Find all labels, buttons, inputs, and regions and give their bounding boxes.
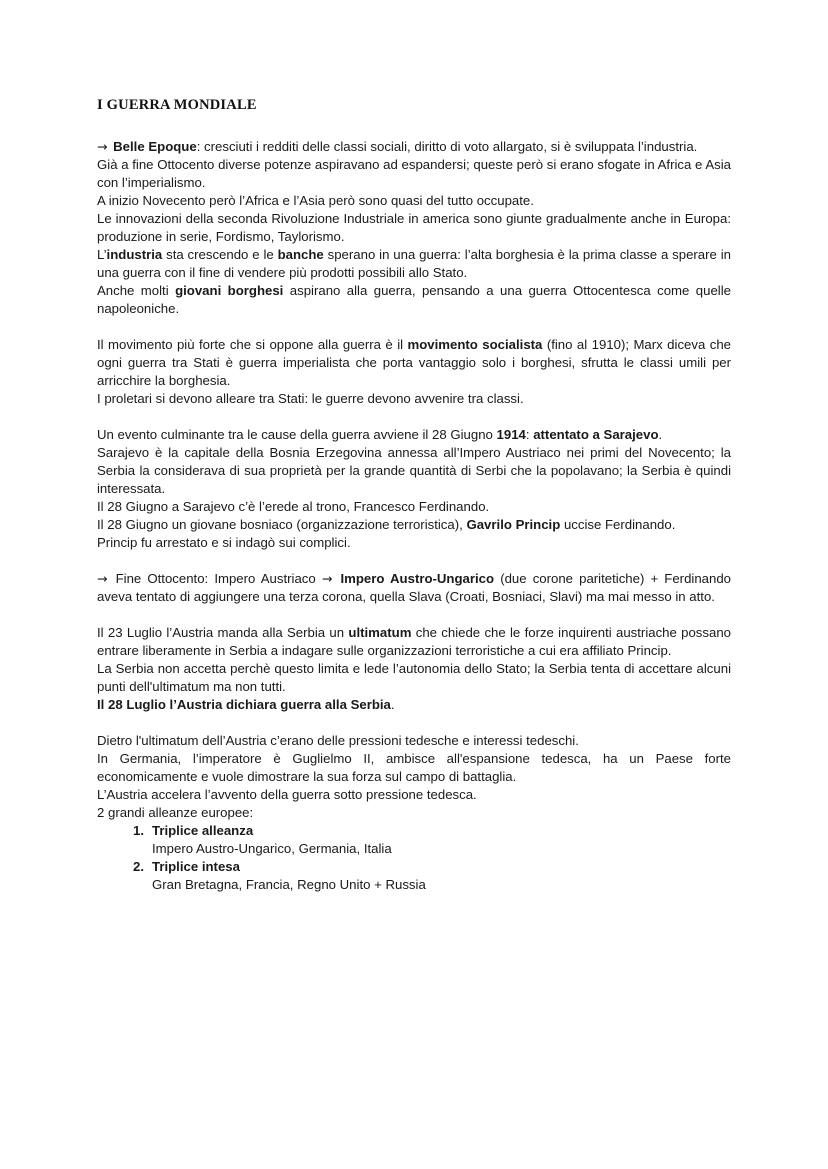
paragraph-sarajevo-line-3 xyxy=(97,498,731,516)
text-run: che chiede che le forze inquirenti austriache possano entrare liberamente in Serbia a indagare sulle organizzazioni terroristiche a cui era affiliato Princip. xyxy=(97,625,731,658)
text-run: : cresciuti i redditi delle classi sociali, diritto di voto allargato, si è sviluppata l’industria. xyxy=(196,139,698,154)
alliance-members: Impero Austro-Ungarico, Germania, Italia xyxy=(152,841,392,856)
page-title: I GUERRA MONDIALE xyxy=(97,97,257,113)
text-run: banche xyxy=(277,247,324,262)
text-run: Anche molti xyxy=(97,283,176,298)
alliance-members: Gran Bretagna, Francia, Regno Unito + Russia xyxy=(152,877,426,892)
paragraph-sarajevo-line-1 xyxy=(97,426,731,444)
text-run: L’Austria accelera l’avvento della guerra sotto pressione tedesca. xyxy=(97,787,477,802)
alliances-intro: 2 grandi alleanze europee: xyxy=(97,805,254,820)
text-run: industria xyxy=(106,247,163,262)
text-run: sta crescendo e le xyxy=(162,247,278,262)
text-run: A inizio Novecento però l’Africa e l’Asia però sono quasi del tutto occupate. xyxy=(97,193,534,208)
text-run: L’ xyxy=(97,247,107,262)
paragraph-block-movimento-socialista xyxy=(97,336,731,408)
paragraph-belle-epoque-line-4 xyxy=(97,210,731,246)
text-run: (due corone paritetiche) + Ferdinando aveva tentato di aggiungere una terza corona, quella Slava (Croati, Bosniaci, Slavi) ma mai messo in atto. xyxy=(97,571,732,604)
right-arrow-icon: → xyxy=(97,571,108,586)
paragraph-belle-epoque-line-6 xyxy=(97,282,731,318)
paragraph-sarajevo-line-4 xyxy=(97,516,731,534)
text-run: uccise Ferdinando. xyxy=(560,517,676,532)
paragraph-belle-epoque-line-3 xyxy=(97,192,731,210)
right-arrow-icon: → xyxy=(97,139,108,154)
list-item xyxy=(97,858,731,894)
list-item xyxy=(97,822,731,858)
alliances-list xyxy=(97,822,731,894)
paragraph-movimento-socialista-line-1 xyxy=(97,336,731,390)
text-run: Dietro l'ultimatum dell’Austria c’erano delle pressioni tedesche e interessi tedeschi. xyxy=(97,733,579,748)
text-run: Belle Epoque xyxy=(113,139,197,154)
paragraph-belle-epoque-line-2 xyxy=(97,156,731,192)
right-arrow-icon: → xyxy=(321,571,333,586)
text-run: Il 28 Luglio l’Austria dichiara guerra alla Serbia xyxy=(97,697,391,712)
text-run: . xyxy=(390,697,395,712)
text-run: attentato a Sarajevo xyxy=(533,427,659,442)
text-run: Il 28 Giugno a Sarajevo c’è l’erede al trono, Francesco Ferdinando. xyxy=(97,499,490,514)
paragraph-ultimatum-line-1 xyxy=(97,624,731,660)
paragraph-block-austro-ungarico xyxy=(97,570,731,606)
alliance-title: Triplice intesa xyxy=(152,859,240,874)
text-run: Fine Ottocento: Impero Austriaco xyxy=(109,571,322,586)
text-run: Il 23 Luglio l’Austria manda alla Serbia un xyxy=(97,625,349,640)
paragraph-block-sarajevo xyxy=(97,426,731,552)
text-run: I proletari si devono alleare tra Stati: le guerre devono avvenire tra classi. xyxy=(97,391,524,406)
paragraph-movimento-socialista-line-2 xyxy=(97,390,731,408)
paragraph-ultimatum-line-3 xyxy=(97,696,731,714)
paragraph-germania-line-2 xyxy=(97,750,731,786)
text-run: aspirano alla guerra, pensando a una guerra Ottocentesca come quelle napoleoniche. xyxy=(97,283,731,316)
text-run: Impero Austro-Ungarico xyxy=(340,571,495,586)
paragraph-block-belle-epoque xyxy=(97,138,731,318)
text-run: . xyxy=(658,427,663,442)
paragraph-belle-epoque-line-1 xyxy=(97,138,731,156)
text-run: Gavrilo Princip xyxy=(466,517,561,532)
document-body xyxy=(97,138,731,804)
paragraph-germania-line-3 xyxy=(97,786,731,804)
text-run: giovani borghesi xyxy=(175,283,284,298)
paragraph-germania-line-1 xyxy=(97,732,731,750)
paragraph-sarajevo-line-2 xyxy=(97,444,731,498)
text-run: sperano in una guerra: l’alta borghesia è la prima classe a sperare in una guerra con il fine di vendere più prodotti possibili allo Stato. xyxy=(97,247,731,280)
paragraph-belle-epoque-line-5 xyxy=(97,246,731,282)
alliance-title: Triplice alleanza xyxy=(152,823,254,838)
text-run: Princip fu arrestato e si indagò sui complici. xyxy=(97,535,351,550)
text-run: In Germania, l’imperatore è Guglielmo II, ambisce all'espansione tedesca, ha un Paese forte economicamente e vuole dimostrare la sua forza sul campo di battaglia. xyxy=(97,751,731,784)
text-run: Già a fine Ottocento diverse potenze aspiravano ad espandersi; queste però si erano sfogate in Africa e Asia con l’imperialismo. xyxy=(97,157,731,190)
paragraph-block-ultimatum xyxy=(97,624,731,714)
text-run: ultimatum xyxy=(348,625,412,640)
paragraph-austro-ungarico-line-1 xyxy=(97,570,731,606)
text-run: Le innovazioni della seconda Rivoluzione Industriale in america sono giunte gradualmente anche in Europa: produzione in serie, Fordismo, Taylorismo. xyxy=(97,211,731,244)
text-run: La Serbia non accetta perchè questo limita e lede l’autonomia dello Stato; la Serbia tenta di accettare alcuni punti dell'ultimatum ma non tutti. xyxy=(97,661,731,694)
text-run: : xyxy=(525,427,534,442)
text-run: Il movimento più forte che si oppone alla guerra è il xyxy=(97,337,408,352)
alliances-section xyxy=(97,804,731,894)
paragraph-block-germania xyxy=(97,732,731,804)
text-run: movimento socialista xyxy=(407,337,543,352)
text-run: 1914 xyxy=(496,427,526,442)
text-run: (fino al 1910); Marx diceva che ogni guerra tra Stati è guerra imperialista che porta vantaggio solo i borghesi, sfrutta le classi umili per arricchire la borghesia. xyxy=(97,337,731,388)
paragraph-ultimatum-line-2 xyxy=(97,660,731,696)
paragraph-sarajevo-line-5 xyxy=(97,534,731,552)
text-run: Il 28 Giugno un giovane bosniaco (organizzazione terroristica), xyxy=(97,517,467,532)
text-run: Un evento culminante tra le cause della guerra avviene il 28 Giugno xyxy=(97,427,497,442)
text-run: Sarajevo è la capitale della Bosnia Erzegovina annessa all’Impero Austriaco nei primi del Novecento; la Serbia la considerava di sua proprietà per la grande quantità di Serbi che la popolavano; la Serbia è quindi interessata. xyxy=(97,445,731,496)
